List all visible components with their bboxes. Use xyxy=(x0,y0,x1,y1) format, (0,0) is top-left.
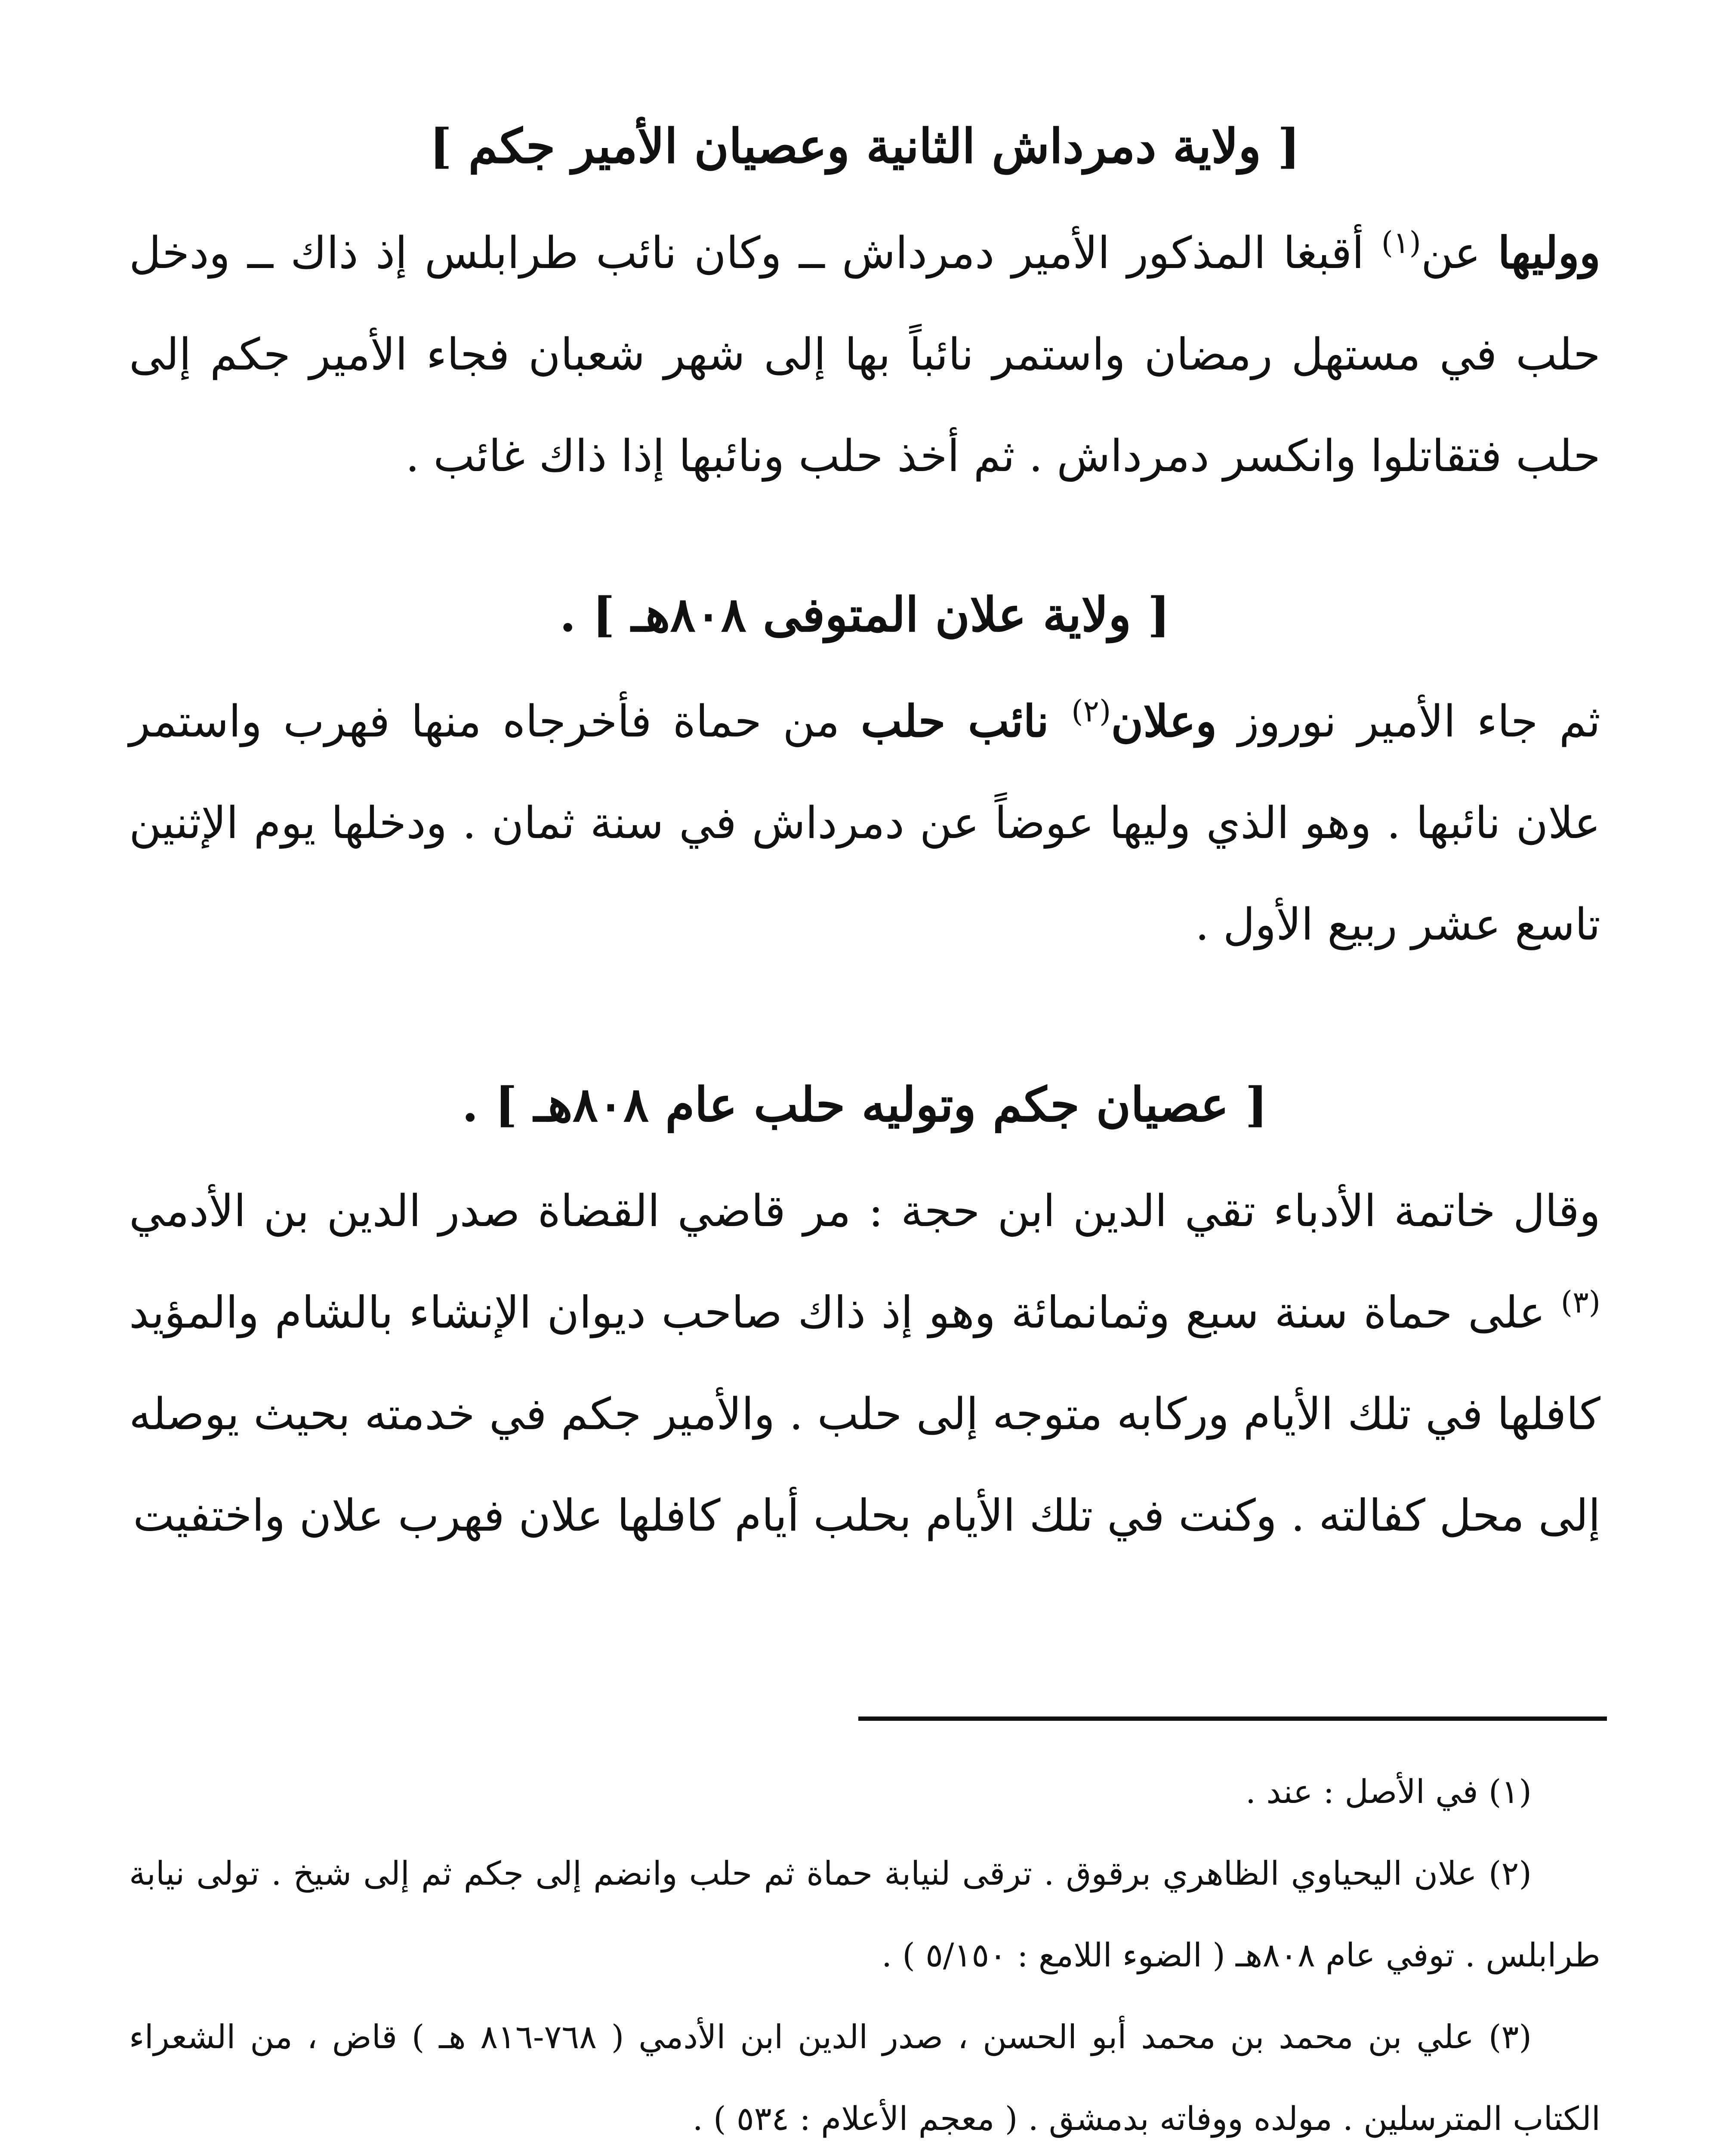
footnote-2: (٢) علان اليحياوي الظاهري برقوق . ترقى لنيابة حماة ثم حلب وانضم إلى جكم ثم إلى شيخ . تولى نيابة طرابلس . توفي عام ٨٠٨هـ ( الضوء اللامع : ٥/١٥٠ ) . xyxy=(129,1854,1600,1974)
footnote-ref-2[interactable]: (٢) xyxy=(1071,693,1111,729)
main-text xyxy=(129,112,1600,1567)
paragraph-text: عن xyxy=(1421,228,1498,279)
footnote-ref-1[interactable]: (١) xyxy=(1381,225,1421,260)
footnote-ref-3[interactable]: (٣) xyxy=(1560,1285,1600,1320)
paragraph-bold-title: نائب حلب xyxy=(860,696,1072,747)
section-paragraph-3 xyxy=(129,1161,1600,1567)
paragraph-text: أقبغا المذكور الأمير دمرداش ــ وكان نائب طرابلس إذ ذاك ــ ودخل حلب في مستهل رمضان واستمر نائباً بها إلى شهر شعبان فجاء الأمير جكم إلى حلب فتقاتلوا وانكسر دمرداش . ثم أخذ حلب ونائبها إذا ذاك غائب . xyxy=(129,228,1600,482)
paragraph-lead: ووليها xyxy=(1498,227,1600,279)
section-heading-1: [ ولاية دمرداش الثانية وعصيان الأمير جكم ] xyxy=(429,118,1300,174)
section-heading-3: [ عصيان جكم وتوليه حلب عام ٨٠٨هـ ] . xyxy=(462,1077,1268,1132)
footnotes xyxy=(129,1751,1600,2151)
paragraph-text: على حماة سنة سبع وثمانمائة وهو إذ ذاك صاحب ديوان الإنشاء بالشام والمؤيد كافلها في تلك الأيام وركابه متوجه إلى حلب . والأمير جكم في خدمته بحيث يوصله إلى محل كفالته . وكنت في تلك الأيام بحلب أيام كافلها علان فهرب علان واختفيت xyxy=(129,1287,1600,1541)
section-paragraph-2 xyxy=(129,671,1600,976)
footnote-3: (٣) علي بن محمد بن محمد أبو الحسن ، صدر الدين ابن الأدمي ( ٧٦٨-٨١٦ هـ ) قاض ، من الشعراء الكتاب المترسلين . مولده ووفاته بدمشق . ( معجم الأعلام : ٥٣٤ ) . xyxy=(129,2018,1600,2138)
footnote-divider xyxy=(858,1716,1607,1721)
paragraph-text: من حماة فأخرجاه منها فهرب واستمر علان نائبها . وهو الذي وليها عوضاً عن دمرداش في سنة ثمان . ودخلها يوم الإثنين تاسع عشر ربيع الأول . xyxy=(129,696,1600,950)
section-heading-2: [ ولاية علان المتوفى ٨٠٨هـ ] . xyxy=(559,587,1170,642)
section-paragraph-1 xyxy=(129,202,1600,507)
paragraph-text: وقال خاتمة الأدباء تقي الدين ابن حجة : مر قاضي القضاة صدر الدين بن الأدمي xyxy=(129,1186,1600,1237)
footnote-1: (١) في الأصل : عند . xyxy=(1245,1772,1532,1811)
paragraph-text: ثم جاء الأمير نوروز xyxy=(1217,696,1600,747)
paragraph-bold-name: وعلان xyxy=(1111,696,1217,747)
